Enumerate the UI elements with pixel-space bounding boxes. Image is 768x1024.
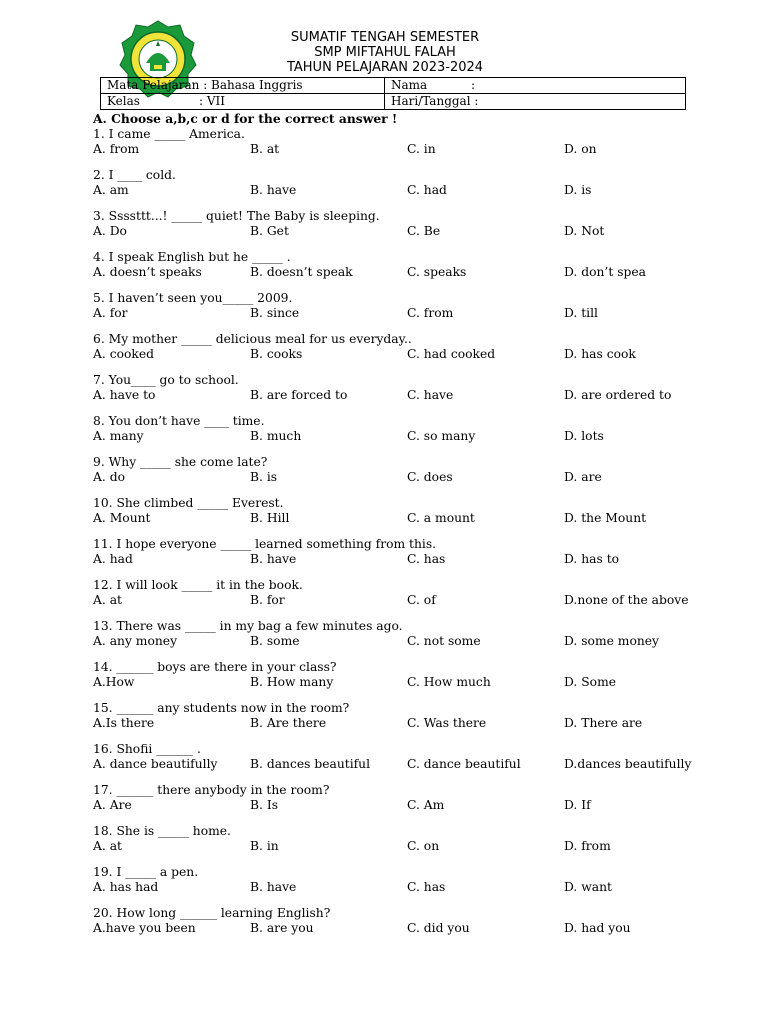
question-text: 6. My mother _____ delicious meal for us everyday.. — [93, 331, 412, 346]
answer-option: A. Are — [93, 798, 132, 812]
answer-option: A. doesn’t speaks — [93, 265, 202, 279]
answer-option: C. did you — [407, 921, 470, 935]
answer-options — [93, 675, 713, 691]
answer-option: D. some money — [564, 634, 660, 648]
question-text: 7. You____ go to school. — [93, 372, 239, 387]
answer-option: C. had cooked — [407, 347, 496, 361]
question-list — [93, 127, 713, 937]
answer-option: C. a mount — [407, 511, 475, 525]
answer-option: B. How many — [250, 675, 334, 689]
question-item — [93, 578, 713, 609]
answer-option: C. has — [407, 552, 446, 566]
answer-option: B. have — [250, 552, 297, 566]
answer-options — [93, 634, 713, 650]
answer-option: B. for — [250, 593, 285, 607]
answer-options — [93, 265, 713, 281]
question-item — [93, 373, 713, 404]
question-item — [93, 127, 713, 158]
student-info-table — [100, 77, 686, 110]
subject-label: Mata Pelajaran — [107, 78, 200, 92]
answer-options — [93, 183, 713, 199]
question-text: 14. ______ boys are there in your class? — [93, 659, 337, 674]
question-text: 12. I will look _____ it in the book. — [93, 577, 303, 592]
question-item — [93, 742, 713, 773]
answer-option: B. much — [250, 429, 302, 443]
answer-option: C. from — [407, 306, 454, 320]
answer-option: C. so many — [407, 429, 476, 443]
answer-option: C. Am — [407, 798, 445, 812]
class-cell — [101, 94, 385, 110]
question-item — [93, 783, 713, 814]
answer-option: D. from — [564, 839, 611, 853]
answer-option: D. the Mount — [564, 511, 647, 525]
question-item — [93, 291, 713, 322]
question-item — [93, 250, 713, 281]
answer-option: A. Do — [93, 224, 127, 238]
answer-options — [93, 429, 713, 445]
question-text: 8. You don’t have ____ time. — [93, 413, 265, 428]
question-item — [93, 824, 713, 855]
answer-options — [93, 511, 713, 527]
name-cell — [385, 78, 686, 94]
answer-option: C. have — [407, 388, 454, 402]
question-text: 13. There was _____ in my bag a few minutes ago. — [93, 618, 403, 633]
question-text: 3. Ssssttt...! _____ quiet! The Baby is sleeping. — [93, 208, 380, 223]
answer-option: D. has to — [564, 552, 620, 566]
exam-header — [200, 30, 570, 75]
answer-option: C. does — [407, 470, 453, 484]
answer-option: D. Not — [564, 224, 605, 238]
answer-options — [93, 388, 713, 404]
answer-option: D. are — [564, 470, 602, 484]
exam-title: SUMATIF TENGAH SEMESTER — [290, 30, 480, 45]
answer-options — [93, 716, 713, 732]
answer-option: C. on — [407, 839, 440, 853]
answer-option: D. If — [564, 798, 591, 812]
question-item — [93, 209, 713, 240]
answer-option: B. Hill — [250, 511, 290, 525]
question-text: 2. I ____ cold. — [93, 167, 176, 182]
class-value: : VII — [199, 94, 226, 108]
answer-option: C. Be — [407, 224, 441, 238]
answer-options — [93, 880, 713, 896]
answer-option: A. many — [93, 429, 144, 443]
answer-options — [93, 470, 713, 486]
answer-option: C. dance beautiful — [407, 757, 521, 771]
answer-option: C. speaks — [407, 265, 467, 279]
answer-option: A. am — [93, 183, 129, 197]
answer-option: B. have — [250, 183, 297, 197]
question-item — [93, 906, 713, 937]
answer-option: A. at — [93, 839, 122, 853]
answer-option: A. dance beautifully — [93, 757, 218, 771]
answer-option: A.How — [93, 675, 135, 689]
answer-option: C. of — [407, 593, 436, 607]
answer-option: D. want — [564, 880, 612, 894]
answer-option: D. had you — [564, 921, 631, 935]
answer-option: B. Are there — [250, 716, 327, 730]
question-text: 10. She climbed _____ Everest. — [93, 495, 284, 510]
answer-options — [93, 224, 713, 240]
answer-option: B. doesn’t speak — [250, 265, 353, 279]
answer-option: A. for — [93, 306, 128, 320]
question-text: 20. How long ______ learning English? — [93, 905, 331, 920]
answer-option: C. in — [407, 142, 436, 156]
answer-option: B. have — [250, 880, 297, 894]
question-item — [93, 619, 713, 650]
question-text: 19. I _____ a pen. — [93, 864, 199, 879]
answer-option: A. had — [93, 552, 133, 566]
question-item — [93, 537, 713, 568]
answer-option: B. since — [250, 306, 300, 320]
answer-option: A.Is there — [93, 716, 155, 730]
answer-option: B. Get — [250, 224, 289, 238]
answer-option: C. How much — [407, 675, 491, 689]
question-item — [93, 414, 713, 445]
answer-options — [93, 593, 713, 609]
question-text: 4. I speak English but he _____ . — [93, 249, 291, 264]
answer-option: B. cooks — [250, 347, 303, 361]
subject-value: : Bahasa Inggris — [203, 78, 303, 92]
question-item — [93, 701, 713, 732]
question-text: 9. Why _____ she come late? — [93, 454, 268, 469]
answer-option: A. do — [93, 470, 125, 484]
question-text: 17. ______ there anybody in the room? — [93, 782, 330, 797]
answer-option: B. at — [250, 142, 280, 156]
answer-option: D. is — [564, 183, 592, 197]
answer-option: A. cooked — [93, 347, 154, 361]
answer-option: D. till — [564, 306, 598, 320]
question-text: 11. I hope everyone _____ learned something from this. — [93, 536, 437, 551]
date-label: Hari/Tanggal : — [391, 94, 479, 108]
answer-options — [93, 552, 713, 568]
answer-option: D. don’t spea — [564, 265, 646, 279]
name-colon: : — [471, 78, 476, 92]
answer-option: B. dances beautiful — [250, 757, 371, 771]
answer-options — [93, 306, 713, 322]
answer-option: C. had — [407, 183, 447, 197]
question-item — [93, 332, 713, 363]
answer-option: D. lots — [564, 429, 604, 443]
answer-option: B. some — [250, 634, 300, 648]
answer-options — [93, 921, 713, 937]
answer-option: A. have to — [93, 388, 156, 402]
answer-option: D.dances beautifully — [564, 757, 692, 771]
answer-option: B. are you — [250, 921, 314, 935]
question-item — [93, 455, 713, 486]
answer-options — [93, 757, 713, 773]
answer-option: D.none of the above — [564, 593, 689, 607]
answer-options — [93, 839, 713, 855]
answer-option: A. from — [93, 142, 140, 156]
question-item — [93, 496, 713, 527]
answer-options — [93, 798, 713, 814]
answer-option: A. Mount — [93, 511, 151, 525]
answer-option: D. Some — [564, 675, 617, 689]
answer-option: A. has had — [93, 880, 159, 894]
answer-option: A. any money — [93, 634, 178, 648]
answer-option: B. in — [250, 839, 279, 853]
answer-option: B. are forced to — [250, 388, 348, 402]
answer-options — [93, 347, 713, 363]
question-text: 15. ______ any students now in the room? — [93, 700, 350, 715]
question-item — [93, 660, 713, 691]
subject-cell — [101, 78, 385, 94]
name-label: Nama — [391, 78, 428, 92]
answer-option: D. are ordered to — [564, 388, 672, 402]
class-label: Kelas — [107, 94, 140, 108]
date-cell — [385, 94, 686, 110]
answer-option: C. not some — [407, 634, 481, 648]
question-text: 5. I haven’t seen you_____ 2009. — [93, 290, 293, 305]
question-text: 1. I came _____ America. — [93, 126, 245, 141]
question-text: 16. Shofii ______ . — [93, 741, 201, 756]
question-item — [93, 865, 713, 896]
answer-option: D. There are — [564, 716, 643, 730]
question-item — [93, 168, 713, 199]
answer-option: C. has — [407, 880, 446, 894]
question-text: 18. She is _____ home. — [93, 823, 231, 838]
exam-content — [93, 111, 713, 947]
answer-options — [93, 142, 713, 158]
answer-option: D. on — [564, 142, 597, 156]
answer-option: A.have you been — [93, 921, 196, 935]
answer-option: D. has cook — [564, 347, 636, 361]
answer-option: B. Is — [250, 798, 279, 812]
section-title: A. Choose a,b,c or d for the correct answer ! — [93, 111, 398, 126]
school-name: SMP MIFTAHUL FALAH — [314, 45, 456, 60]
answer-option: C. Was there — [407, 716, 487, 730]
academic-year: TAHUN PELAJARAN 2023-2024 — [286, 60, 484, 75]
answer-option: A. at — [93, 593, 122, 607]
answer-option: B. is — [250, 470, 278, 484]
